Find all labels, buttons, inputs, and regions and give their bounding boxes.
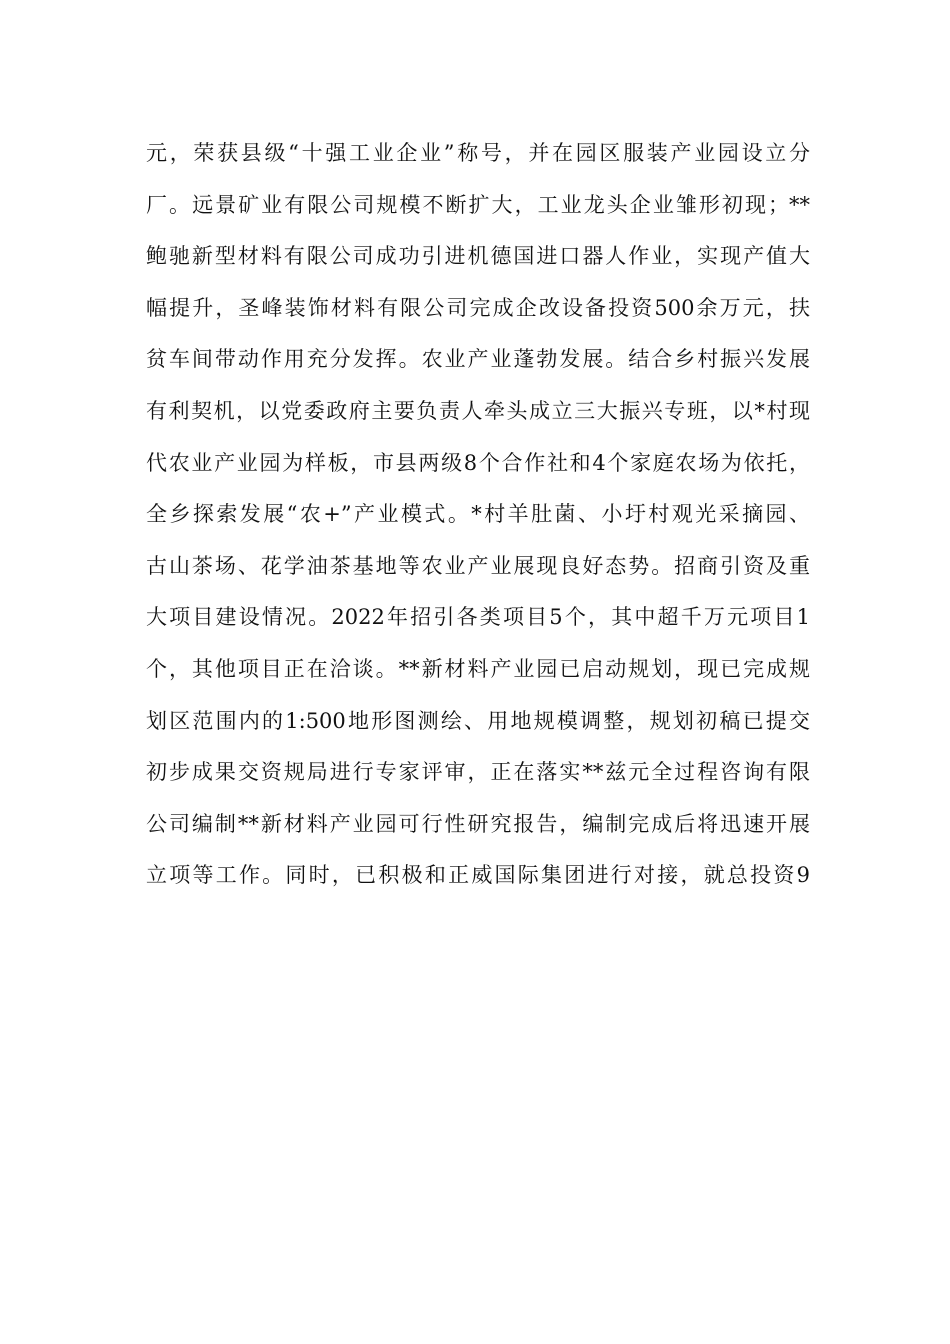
text-line-6: 有利契机，以党委政府主要负责人牵头成立三大振兴专班，以*村现 [146, 398, 810, 423]
text-line-1: 元，荣获县级“十强工业企业”称号，并在园区服装产业园设立分 [146, 141, 810, 165]
text-line-7: 代农业产业园为样板，市县两级8个合作社和4个家庭农场为依托， [146, 450, 810, 475]
text-line-13: 初步成果交资规局进行专家评审，正在落实**兹元全过程咨询有限 [146, 760, 810, 785]
text-line-5: 贫车间带动作用充分发挥。农业产业蓬勃发展。结合乡村振兴发展 [146, 347, 810, 372]
text-line-9: 古山茶场、花学油茶基地等农业产业展现良好态势。招商引资及重 [146, 553, 810, 578]
text-line-12: 划区范围内的1:500地形图测绘、用地规模调整，规划初稿已提交 [146, 708, 810, 733]
text-line-4: 幅提升，圣峰装饰材料有限公司完成企改设备投资500余万元，扶 [146, 295, 810, 320]
text-line-15: 立项等工作。同时，已积极和正威国际集团进行对接，就总投资9 [146, 863, 810, 888]
text-line-3: 鲍驰新型材料有限公司成功引进机德国进口器人作业，实现产值大 [146, 244, 810, 269]
text-line-8: 全乡探索发展“农+”产业模式。*村羊肚菌、小圩村观光采摘园、 [146, 502, 810, 527]
body-paragraph [146, 128, 810, 902]
text-line-11: 个，其他项目正在洽谈。**新材料产业园已启动规划，现已完成规 [146, 656, 810, 681]
text-line-14: 公司编制**新材料产业园可行性研究报告，编制完成后将迅速开展 [146, 811, 810, 836]
text-line-10: 大项目建设情况。2022年招引各类项目5个，其中超千万元项目1 [146, 605, 810, 630]
text-line-2: 厂。远景矿业有限公司规模不断扩大，工业龙头企业雏形初现；** [146, 192, 810, 217]
